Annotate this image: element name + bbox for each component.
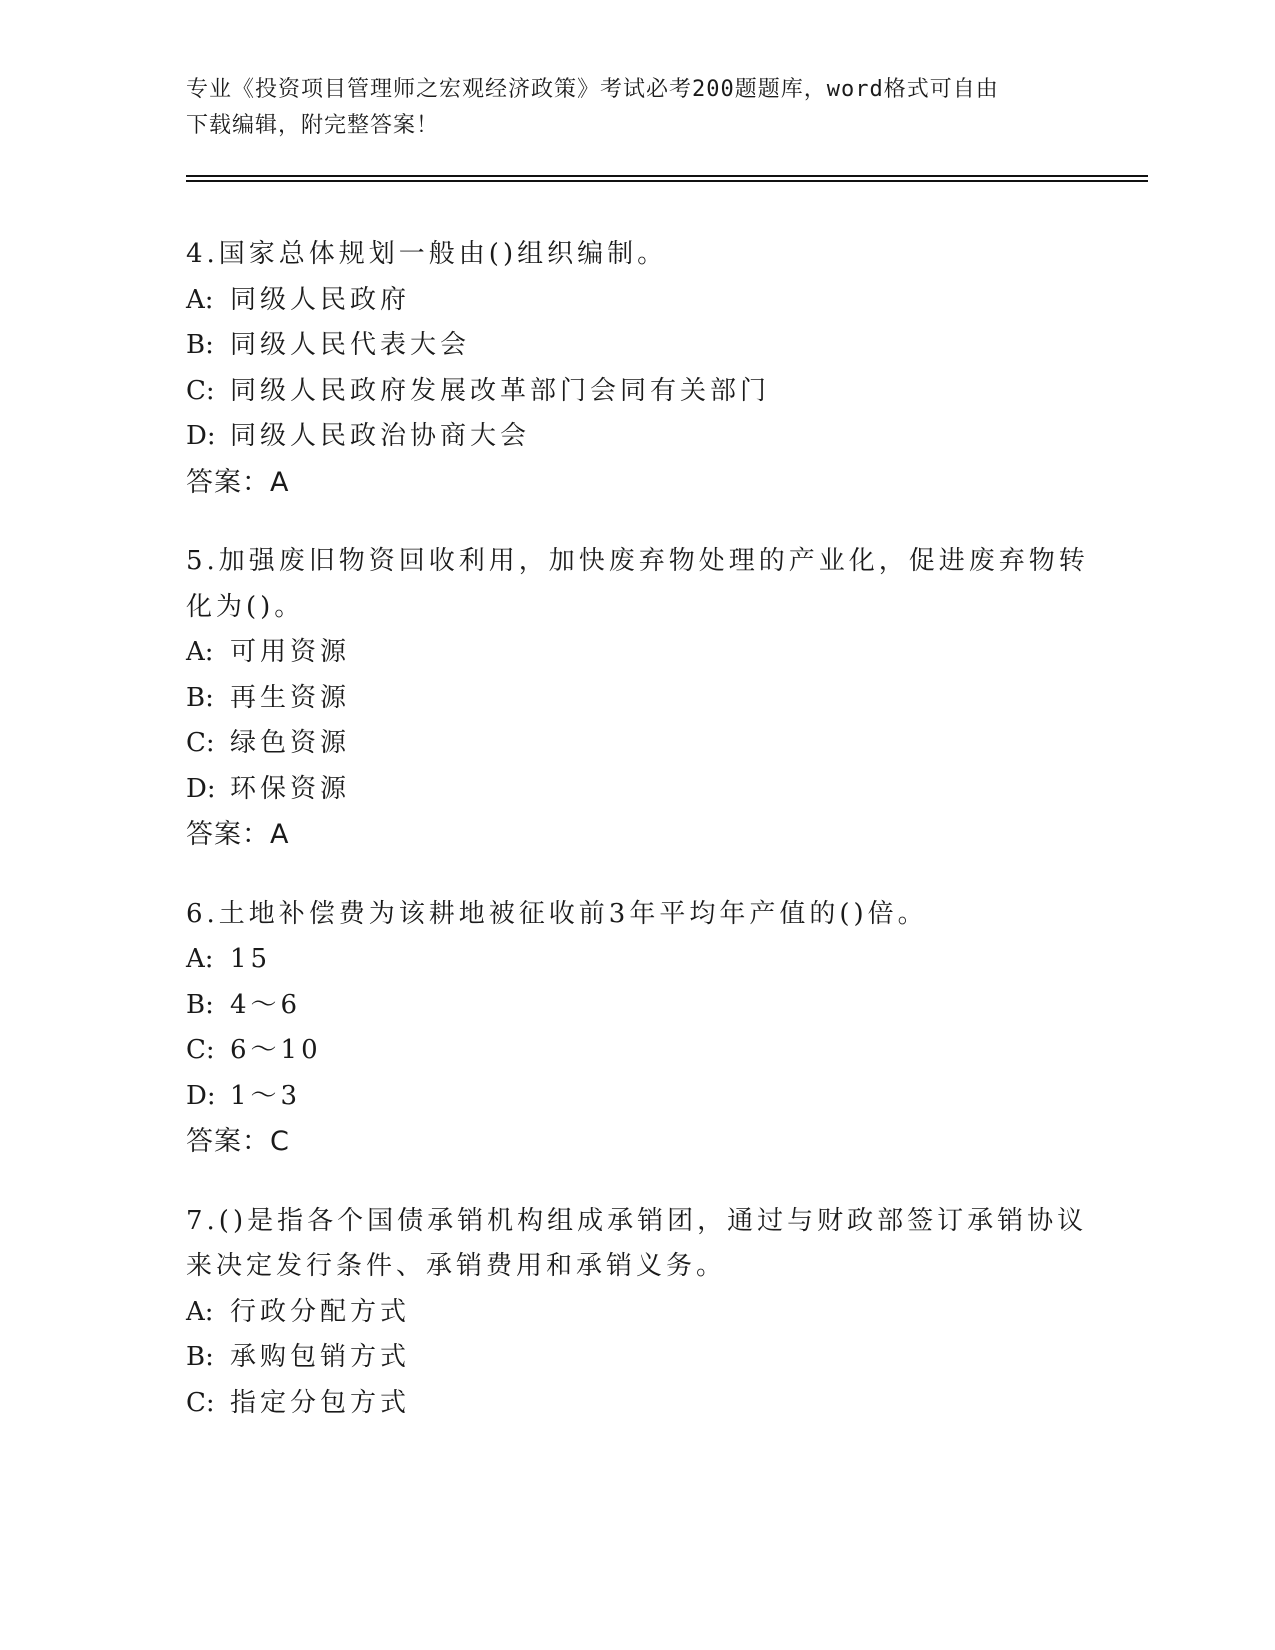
question-4 (186, 232, 1086, 505)
option-letter: A: (186, 284, 214, 315)
option-text: 同级人民政治协商大会 (230, 421, 531, 451)
option-letter: D: (186, 1080, 216, 1111)
option-text: 环保资源 (230, 773, 351, 804)
question-list (186, 232, 1089, 1460)
option-text: 同级人民政府发展改革部门会同有关部门 (230, 375, 771, 406)
answer-line: 答案：C (186, 1126, 290, 1157)
option-text: 行政分配方式 (230, 1296, 411, 1327)
option-letter: D: (186, 773, 216, 804)
option-d (186, 767, 1086, 813)
option-letter: A: (186, 944, 214, 974)
option-d (186, 1074, 1086, 1120)
option-c (186, 1381, 1086, 1427)
question-6 (186, 892, 1086, 1165)
option-text: 指定分包方式 (230, 1387, 411, 1418)
document-header (186, 72, 1086, 144)
option-letter: C: (186, 375, 215, 406)
option-text: 绿色资源 (230, 728, 351, 758)
question-stem: 4.国家总体规划一般由()组织编制。 (186, 239, 668, 269)
question-stem-line-2: 化为()。 (186, 591, 305, 622)
option-a (186, 1290, 1086, 1336)
option-d (186, 414, 1086, 460)
option-text: 同级人民代表大会 (230, 330, 471, 360)
header-divider-bottom (186, 180, 1148, 182)
option-text: 承购包销方式 (230, 1342, 411, 1372)
question-stem-line-1: 5.加强废旧物资回收利用，加快废弃物处理的产业化，促进废弃物转 (186, 546, 1089, 576)
option-letter: D: (186, 421, 216, 451)
option-letter: B: (186, 682, 214, 713)
option-text: 4～6 (230, 989, 302, 1020)
option-letter: B: (186, 330, 214, 360)
question-5 (186, 539, 1089, 858)
question-stem-line-1: 7.()是指各个国债承销机构组成承销团，通过与财政部签订承销协议 (186, 1205, 1088, 1236)
option-text: 同级人民政府 (230, 284, 411, 315)
answer-line: 答案：A (186, 466, 290, 498)
option-letter: A: (186, 1296, 214, 1327)
question-stem: 6.土地补偿费为该耕地被征收前3年平均年产值的()倍。 (186, 898, 928, 929)
option-letter: B: (186, 1342, 214, 1372)
option-a (186, 630, 1086, 676)
question-stem-line-2: 来决定发行条件、承销费用和承销义务。 (186, 1251, 727, 1281)
option-letter: A: (186, 637, 214, 667)
option-a (186, 278, 1086, 324)
header-line-1: 专业《投资项目管理师之宏观经济政策》考试必考200题题库，word格式可自由 (186, 77, 999, 102)
option-text: 可用资源 (230, 637, 351, 667)
option-letter: C: (186, 1035, 215, 1065)
option-letter: C: (186, 1387, 215, 1418)
option-b (186, 983, 1086, 1029)
answer-line: 答案：A (186, 819, 290, 850)
option-c (186, 721, 1086, 767)
header-divider-top (186, 175, 1148, 177)
option-c (186, 369, 1086, 415)
option-b (186, 676, 1086, 722)
option-b (186, 323, 1086, 369)
option-text: 6～10 (230, 1035, 322, 1065)
question-7 (186, 1199, 1086, 1427)
option-c (186, 1028, 1086, 1074)
option-text: 15 (230, 944, 272, 974)
option-letter: B: (186, 989, 214, 1020)
option-b (186, 1335, 1086, 1381)
option-letter: C: (186, 728, 215, 758)
option-text: 再生资源 (230, 682, 351, 713)
header-line-2: 下载编辑，附完整答案！ (186, 113, 440, 138)
option-a (186, 937, 1086, 983)
option-text: 1～3 (230, 1080, 302, 1111)
